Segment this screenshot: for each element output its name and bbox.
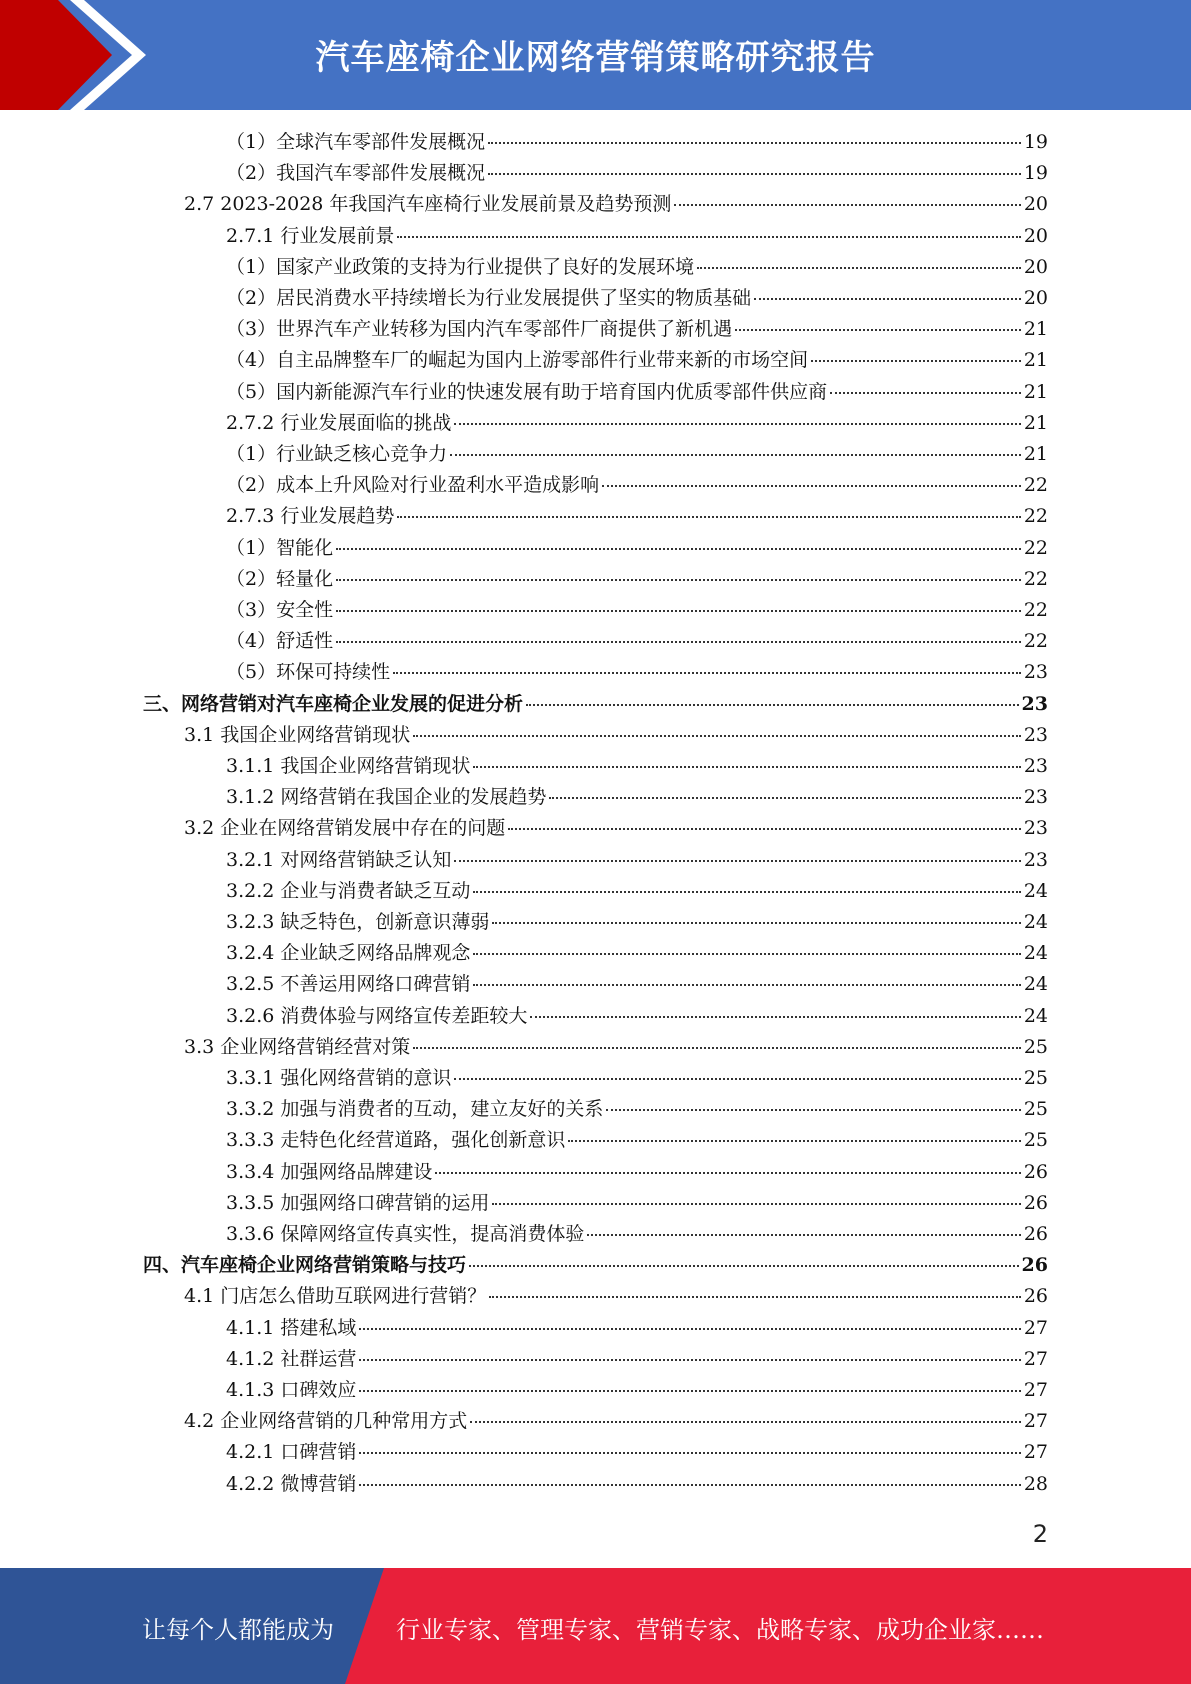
toc-entry-page: 20 <box>1023 193 1048 216</box>
toc-dot-leader <box>336 573 1021 581</box>
toc-entry[interactable] <box>226 1219 1048 1250</box>
toc-dot-leader <box>587 1228 1020 1236</box>
toc-entry-page: 22 <box>1023 536 1048 559</box>
toc-entry-label: 3.2.6 消费体验与网络宣传差距较大 <box>226 1004 528 1027</box>
toc-entry-label: 3.2.1 对网络营销缺乏认知 <box>226 848 452 871</box>
toc-entry-label: 4.2.2 微博营销 <box>226 1472 357 1495</box>
toc-entry-label: 4.1.1 搭建私域 <box>226 1316 357 1339</box>
footer-slogan-right: 行业专家、管理专家、营销专家、战略专家、成功企业家…… <box>396 1616 1044 1644</box>
toc-entry-label: （2）轻量化 <box>226 567 334 590</box>
toc-entry-label: 3.3.3 走特色化经营道路，强化创新意识 <box>226 1129 566 1152</box>
page-header <box>0 0 1191 110</box>
toc-dot-leader <box>811 354 1021 362</box>
toc-entry-label: （3）安全性 <box>226 599 334 621</box>
toc-dot-leader <box>413 1041 1021 1049</box>
toc-entry[interactable] <box>226 127 1048 158</box>
toc-entry-page: 25 <box>1023 1035 1048 1058</box>
toc-entry-page: 23 <box>1023 817 1048 840</box>
toc-entry-label: （5）国内新能源汽车行业的快速发展有助于培育国内优质零部件供应商 <box>226 380 828 403</box>
toc-entry-label: （2）我国汽车零部件发展概况 <box>226 162 486 185</box>
toc-entry[interactable] <box>184 813 1048 844</box>
toc-dot-leader <box>473 885 1020 893</box>
toc-dot-leader <box>397 230 1020 238</box>
toc-entry-page: 24 <box>1023 973 1048 996</box>
toc-entry-label: 3.2.5 不善运用网络口碑营销 <box>226 973 471 996</box>
toc-entry-page: 26 <box>1023 1285 1048 1308</box>
toc-entry-page: 22 <box>1023 474 1048 497</box>
toc-entry[interactable] <box>226 1063 1048 1094</box>
toc-entry[interactable] <box>226 907 1048 938</box>
toc-entry[interactable] <box>226 533 1048 564</box>
toc-dot-leader <box>489 1290 1021 1298</box>
toc-entry-page: 26 <box>1023 1160 1048 1183</box>
toc-entry-label: （1）智能化 <box>226 536 334 559</box>
toc-entry[interactable] <box>184 189 1048 220</box>
toc-entry[interactable] <box>226 938 1048 969</box>
toc-entry-label: （3）世界汽车产业转移为国内汽车零部件厂商提供了新机遇 <box>226 318 733 341</box>
toc-entry-label: 3.2.2 企业与消费者缺乏互动 <box>226 879 471 902</box>
toc-entry-label: 3.1 我国企业网络营销现状 <box>184 723 411 746</box>
toc-entry-page: 23 <box>1023 661 1048 684</box>
toc-entry[interactable] <box>226 439 1048 470</box>
toc-entry[interactable] <box>226 1437 1048 1468</box>
toc-dot-leader <box>735 323 1021 331</box>
toc-entry[interactable] <box>226 1469 1048 1500</box>
toc-entry-page: 24 <box>1023 942 1048 965</box>
toc-entry-label: 3.2.4 企业缺乏网络品牌观念 <box>226 942 471 965</box>
toc-entry[interactable] <box>226 1344 1048 1375</box>
toc-dot-leader <box>454 1072 1020 1080</box>
toc-entry[interactable] <box>143 1250 1048 1281</box>
toc-entry-page: 23 <box>1021 692 1048 715</box>
toc-entry[interactable] <box>184 1281 1048 1312</box>
toc-entry-label: （4）自主品牌整车厂的崛起为国内上游零部件行业带来新的市场空间 <box>226 349 809 372</box>
toc-dot-leader <box>413 729 1021 737</box>
toc-entry-page: 21 <box>1023 443 1048 465</box>
toc-entry[interactable] <box>226 221 1048 252</box>
toc-dot-leader <box>473 947 1020 955</box>
toc-entry-label: 3.3.4 加强网络品牌建设 <box>226 1160 433 1183</box>
toc-entry[interactable] <box>226 626 1048 657</box>
toc-dot-leader <box>359 1353 1020 1361</box>
toc-entry[interactable] <box>226 876 1048 907</box>
toc-dot-leader <box>674 198 1020 206</box>
toc-dot-leader <box>492 916 1020 924</box>
toc-dot-leader <box>488 167 1021 175</box>
toc-entry[interactable] <box>226 595 1048 626</box>
toc-entry-label: 三、网络营销对汽车座椅企业发展的促进分析 <box>143 692 524 715</box>
toc-entry[interactable] <box>226 501 1048 532</box>
toc-entry[interactable] <box>226 1094 1048 1125</box>
toc-entry[interactable] <box>226 1375 1048 1406</box>
toc-entry-label: 3.1.1 我国企业网络营销现状 <box>226 755 471 777</box>
toc-entry-page: 25 <box>1023 1067 1048 1089</box>
toc-entry-label: 2.7.2 行业发展面临的挑战 <box>226 411 452 434</box>
toc-entry-page: 21 <box>1023 349 1048 372</box>
toc-entry-label: 3.3.5 加强网络口碑营销的运用 <box>226 1191 490 1214</box>
toc-entry[interactable] <box>184 1406 1048 1437</box>
toc-entry-page: 19 <box>1023 131 1048 153</box>
toc-dot-leader <box>530 1010 1020 1018</box>
toc-entry-page: 22 <box>1023 599 1048 621</box>
toc-entry[interactable] <box>226 657 1048 688</box>
toc-entry-label: 3.3.6 保障网络宣传真实性，提高消费体验 <box>226 1223 585 1245</box>
toc-entry-page: 21 <box>1023 318 1048 341</box>
toc-entry-label: 4.1.2 社群运营 <box>226 1347 357 1370</box>
toc-dot-leader <box>568 1134 1020 1142</box>
toc-entry-label: 2.7.3 行业发展趋势 <box>226 505 395 528</box>
toc-entry[interactable] <box>226 1313 1048 1344</box>
header-arrow-decor <box>0 0 160 110</box>
toc-entry[interactable] <box>226 1125 1048 1156</box>
toc-entry-label: 4.1.3 口碑效应 <box>226 1379 357 1401</box>
toc-entry-label: 4.2 企业网络营销的几种常用方式 <box>184 1410 468 1433</box>
toc-entry-page: 23 <box>1023 723 1048 746</box>
toc-dot-leader <box>435 1166 1020 1174</box>
toc-entry[interactable] <box>226 377 1048 408</box>
toc-entry-label: 3.2 企业在网络营销发展中存在的问题 <box>184 817 506 840</box>
toc-dot-leader <box>470 1415 1021 1423</box>
toc-entry-page: 25 <box>1023 1129 1048 1152</box>
toc-entry-label: （4）舒适性 <box>226 630 334 653</box>
report-title: 汽车座椅企业网络营销策略研究报告 <box>315 38 876 78</box>
toc-entry[interactable] <box>226 314 1048 345</box>
toc-entry-page: 23 <box>1023 848 1048 871</box>
toc-entry-page: 20 <box>1023 287 1048 309</box>
toc-dot-leader <box>754 292 1021 300</box>
toc-entry-page: 21 <box>1023 380 1048 403</box>
toc-entry-label: （1）全球汽车零部件发展概况 <box>226 131 486 153</box>
toc-entry[interactable] <box>226 1157 1048 1188</box>
toc-entry-label: （2）居民消费水平持续增长为行业发展提供了坚实的物质基础 <box>226 287 752 309</box>
toc-entry[interactable] <box>226 252 1048 283</box>
toc-entry-page: 24 <box>1023 1004 1048 1027</box>
toc-entry-page: 23 <box>1023 786 1048 809</box>
toc-dot-leader <box>549 791 1020 799</box>
toc-dot-leader <box>469 1259 1019 1267</box>
toc-dot-leader <box>488 136 1021 144</box>
toc-dot-leader <box>359 1384 1020 1392</box>
toc-entry-page: 24 <box>1023 879 1048 902</box>
toc-entry-label: 3.3.2 加强与消费者的互动，建立友好的关系 <box>226 1098 604 1121</box>
toc-entry-label: （1）国家产业政策的支持为行业提供了良好的发展环境 <box>226 255 695 278</box>
toc-entry[interactable] <box>184 720 1048 751</box>
toc-entry-page: 26 <box>1023 1191 1048 1214</box>
toc-dot-leader <box>359 1478 1020 1486</box>
toc-entry-page: 20 <box>1023 255 1048 278</box>
toc-entry-page: 26 <box>1021 1254 1048 1277</box>
toc-entry-label: 四、汽车座椅企业网络营销策略与技巧 <box>143 1254 467 1277</box>
toc-entry[interactable] <box>226 1001 1048 1032</box>
toc-entry[interactable] <box>226 845 1048 876</box>
toc-dot-leader <box>336 604 1021 612</box>
toc-dot-leader <box>492 1197 1020 1205</box>
toc-entry-page: 22 <box>1023 567 1048 590</box>
toc-entry-page: 20 <box>1023 224 1048 247</box>
toc-dot-leader <box>697 261 1021 269</box>
toc-dot-leader <box>508 822 1021 830</box>
toc-entry-label: （2）成本上升风险对行业盈利水平造成影响 <box>226 474 600 497</box>
toc-entry-page: 24 <box>1023 911 1048 933</box>
toc-dot-leader <box>473 760 1020 768</box>
toc-dot-leader <box>602 479 1021 487</box>
page-number: 2 <box>1032 1520 1048 1548</box>
toc-entry-page: 27 <box>1023 1316 1048 1339</box>
toc-entry-page: 27 <box>1023 1347 1048 1370</box>
toc-dot-leader <box>473 978 1020 986</box>
toc-entry-page: 28 <box>1023 1472 1048 1495</box>
toc-dot-leader <box>336 635 1021 643</box>
toc-entry-page: 27 <box>1023 1379 1048 1401</box>
toc-dot-leader <box>454 854 1020 862</box>
toc-dot-leader <box>359 1446 1020 1454</box>
toc-entry-label: （5）环保可持续性 <box>226 661 391 684</box>
toc-dot-leader <box>606 1103 1020 1111</box>
toc-entry[interactable] <box>226 158 1048 189</box>
toc-entry[interactable] <box>226 1188 1048 1219</box>
toc-dot-leader <box>393 666 1021 674</box>
toc-entry[interactable] <box>226 564 1048 595</box>
toc-entry[interactable] <box>226 751 1048 782</box>
toc-dot-leader <box>397 510 1020 518</box>
toc-entry-page: 23 <box>1023 755 1048 777</box>
toc-entry-page: 19 <box>1023 162 1048 185</box>
toc-entry[interactable] <box>226 408 1048 439</box>
toc-dot-leader <box>454 417 1020 425</box>
toc-entry-label: 3.3.1 强化网络营销的意识 <box>226 1067 452 1089</box>
toc-entry-label: 4.2.1 口碑营销 <box>226 1441 357 1464</box>
footer-slogan-left: 让每个人都能成为 <box>142 1616 334 1644</box>
toc-dot-leader <box>450 448 1021 456</box>
toc-entry-label: 3.1.2 网络营销在我国企业的发展趋势 <box>226 786 547 809</box>
toc-dot-leader <box>336 542 1021 550</box>
toc-entry-label: （1）行业缺乏核心竞争力 <box>226 443 448 465</box>
toc-entry-page: 27 <box>1023 1441 1048 1464</box>
toc-entry-page: 25 <box>1023 1098 1048 1121</box>
toc-entry[interactable] <box>226 782 1048 813</box>
toc-entry-label: 4.1 门店怎么借助互联网进行营销？ <box>184 1285 487 1308</box>
toc-entry-page: 26 <box>1023 1223 1048 1245</box>
toc-entry-label: 2.7 2023-2028 年我国汽车座椅行业发展前景及趋势预测 <box>184 193 672 216</box>
toc-entry-label: 3.2.3 缺乏特色，创新意识薄弱 <box>226 911 490 933</box>
toc-dot-leader <box>359 1322 1020 1330</box>
toc-entry[interactable] <box>226 283 1048 314</box>
toc-dot-leader <box>830 386 1021 394</box>
toc-entry-page: 21 <box>1023 411 1048 434</box>
toc-entry[interactable] <box>226 969 1048 1000</box>
toc-entry-page: 27 <box>1023 1410 1048 1433</box>
toc-entry-label: 3.3 企业网络营销经营对策 <box>184 1035 411 1058</box>
toc-entry-page: 22 <box>1023 505 1048 528</box>
toc-entry[interactable] <box>143 689 1048 720</box>
toc-entry-label: 2.7.1 行业发展前景 <box>226 224 395 247</box>
toc-entry-page: 22 <box>1023 630 1048 653</box>
toc-entry[interactable] <box>226 345 1048 376</box>
page-footer <box>0 1568 1191 1684</box>
toc-dot-leader <box>526 698 1019 706</box>
toc-entry[interactable] <box>184 1032 1048 1063</box>
toc-entry[interactable] <box>226 470 1048 501</box>
